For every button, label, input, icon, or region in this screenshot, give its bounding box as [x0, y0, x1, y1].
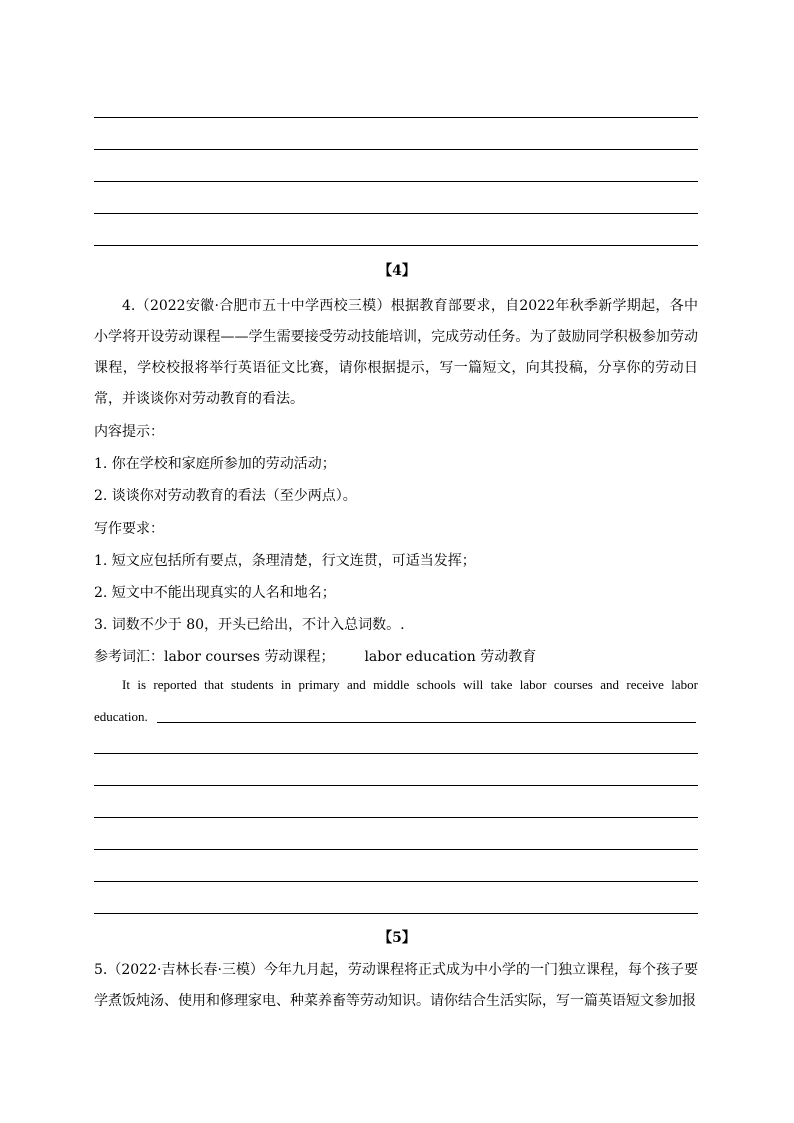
- essay-opening-line-1: It is reported that students in primary and middle schools will take labor courses and receive labor: [122, 677, 698, 692]
- section-heading-5: 【5】: [378, 930, 416, 946]
- section-heading-4: 【4】: [378, 263, 416, 279]
- writing-line: [94, 785, 698, 786]
- writing-line: [94, 881, 698, 882]
- writing-line: [94, 753, 698, 754]
- writing-line: [94, 245, 698, 246]
- vocab-item-2: labor education 劳动教育: [364, 649, 537, 665]
- question-5-prompt: 5.（2022·吉林长春·三模）今年九月起，劳动课程将正式成为中小学的一门独立课程，每个孩子要学煮饭炖汤、使用和修理家电、种菜养畜等劳动知识。请你结合生活实际，写一篇英语短文参加报: [94, 962, 698, 1009]
- vocab-row: [94, 647, 536, 667]
- writing-line: [94, 817, 698, 818]
- vocab-label: 参考词汇：: [94, 649, 164, 665]
- requirements-label: 写作要求：: [94, 521, 164, 537]
- vocab-item-1: labor courses 劳动课程；: [164, 649, 335, 665]
- writing-line: [94, 213, 698, 214]
- requirement-2: 2. 短文中不能出现真实的人名和地名；: [94, 585, 336, 601]
- writing-line: [157, 722, 696, 723]
- essay-opening-line-2: education.: [94, 709, 148, 724]
- requirement-3: 3. 词数不少于 80，开头已给出，不计入总词数。.: [94, 617, 405, 633]
- content-tip-2: 2. 谈谈你对劳动教育的看法（至少两点）。: [94, 488, 357, 504]
- writing-line: [94, 149, 698, 150]
- question-4-prompt: 4.（2022安徽·合肥市五十中学西校三模）根据教育部要求，自2022年秋季新学期起，各中小学将开设劳动课程——学生需要接受劳动技能培训，完成劳动任务。为了鼓励同学积极参加劳动课程，学校校报将举行英语征文比赛，请你根据提示，写一篇短文，向其投稿，分享你的劳动日常，并谈谈你对劳动教育的看法。: [94, 298, 698, 407]
- content-tip-1: 1. 你在学校和家庭所参加的劳动活动；: [94, 456, 336, 472]
- requirement-1: 1. 短文应包括所有要点，条理清楚，行文连贯，可适当发挥；: [94, 553, 476, 569]
- content-tips-label: 内容提示：: [94, 424, 164, 440]
- writing-line: [94, 849, 698, 850]
- writing-line: [94, 117, 698, 118]
- writing-line: [94, 181, 698, 182]
- writing-line: [94, 913, 698, 914]
